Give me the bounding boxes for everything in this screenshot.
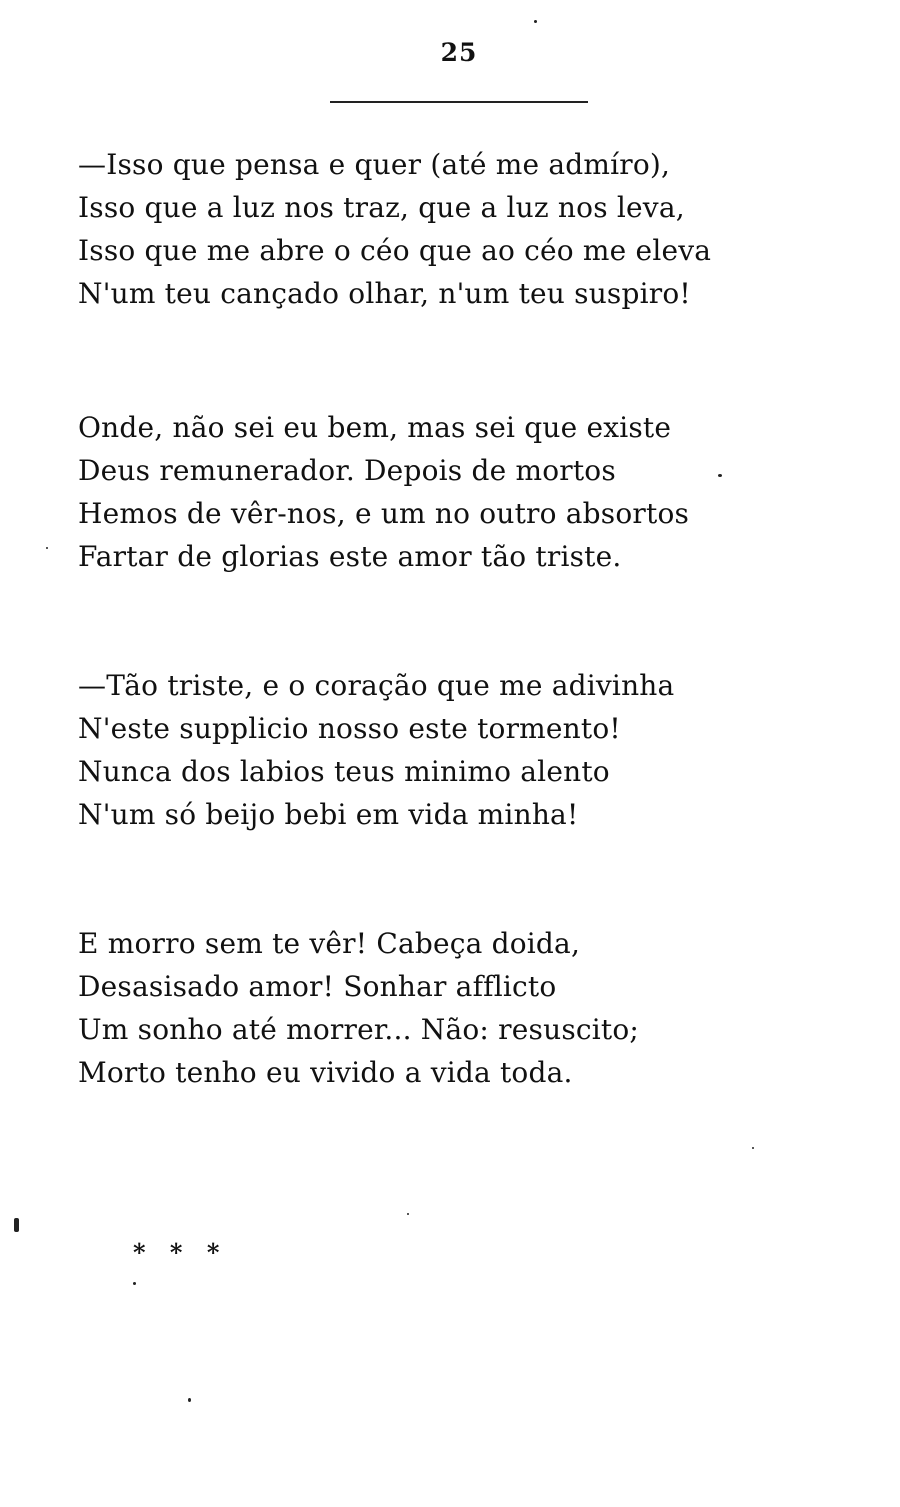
- verse-line: Desasisado amor! Sonhar afflicto: [78, 970, 557, 1003]
- scan-speck: [14, 1218, 19, 1232]
- scan-speck: [407, 1213, 409, 1215]
- verse-line: Deus remunerador. Depois de mortos: [78, 454, 616, 487]
- scan-speck: [752, 1147, 754, 1149]
- section-separator: * * *: [133, 1238, 228, 1267]
- verse-line: N'este supplicio nosso este tormento!: [78, 712, 621, 745]
- verse-line: Isso que me abre o céo que ao céo me eleva: [78, 234, 712, 267]
- verse-line: Nunca dos labios teus minimo alento: [78, 755, 610, 788]
- scan-speck: [46, 547, 48, 549]
- scan-speck: [534, 20, 537, 23]
- stanza-2: [78, 406, 778, 578]
- verse-line: Um sonho até morrer... Não: resuscito;: [78, 1013, 640, 1046]
- verse-line: N'um só beijo bebi em vida minha!: [78, 798, 579, 831]
- verse-line: Fartar de glorias este amor tão triste.: [78, 540, 622, 573]
- stanza-3: [78, 664, 778, 836]
- scan-speck: [133, 1282, 136, 1285]
- verse-line: E morro sem te vêr! Cabeça doida,: [78, 927, 581, 960]
- verse-line: —Tão triste, e o coração que me adivinha: [78, 669, 675, 702]
- verse-line: —Isso que pensa e quer (até me admíro),: [78, 148, 671, 181]
- page-number: 25: [440, 38, 478, 67]
- stanza-4: [78, 922, 778, 1094]
- header-rule: [330, 101, 588, 103]
- scan-speck: [188, 1398, 191, 1402]
- verse-line: Onde, não sei eu bem, mas sei que existe: [78, 411, 672, 444]
- verse-line: Hemos de vêr-nos, e um no outro absortos: [78, 497, 690, 530]
- verse-line: Isso que a luz nos traz, que a luz nos leva,: [78, 191, 685, 224]
- verse-line: Morto tenho eu vivido a vida toda.: [78, 1056, 573, 1089]
- verse-line: N'um teu cançado olhar, n'um teu suspiro!: [78, 277, 691, 310]
- stanza-1: [78, 143, 778, 315]
- scan-speck: [718, 474, 722, 477]
